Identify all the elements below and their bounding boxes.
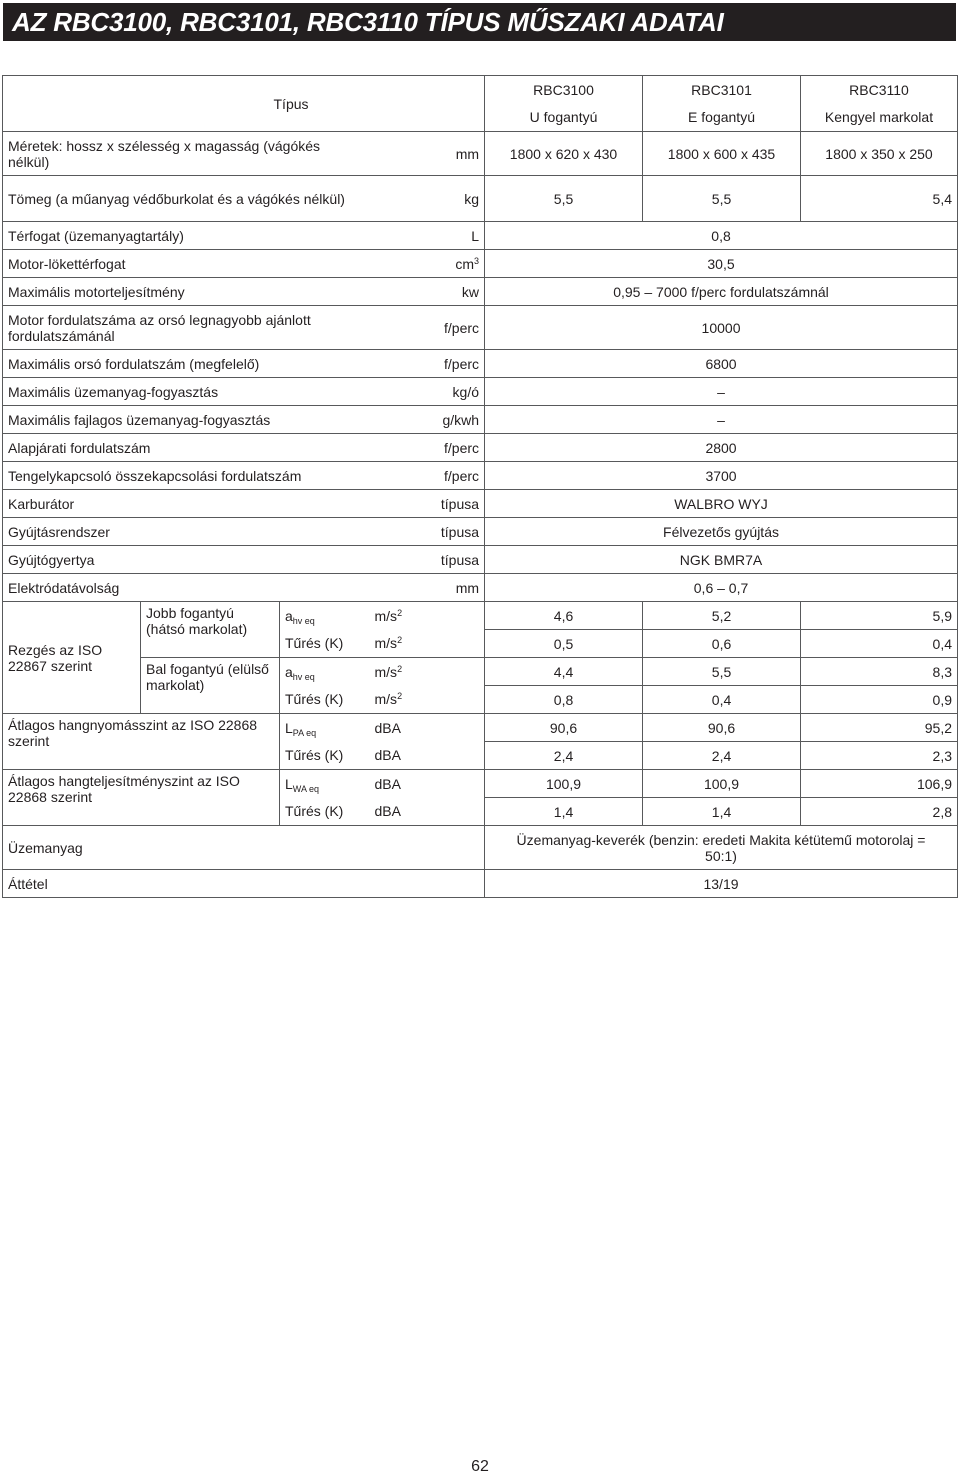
vib-right-symbol [280,602,370,630]
vib-left-symbol-sub: hv eq [292,671,315,682]
sound-power-tol-label: Tűrés (K) [280,798,370,826]
vib-left-tol-unit-sup: 2 [397,691,403,702]
max-spindle-unit: f/perc [370,350,485,378]
plug-label: Gyújtógyertya [3,546,370,574]
mass-value-2: 5,5 [643,176,801,222]
fuel-cons-unit: kg/ó [370,378,485,406]
carb-label: Karburátor [3,490,370,518]
disp-unit-base: cm [455,255,474,272]
vib-left-tol-2: 0,4 [643,686,801,714]
ignition-value: Félvezetős gyújtás [485,518,958,546]
handle-2: E fogantyú [643,104,801,132]
row-displacement [3,250,958,278]
gear-value: 13/19 [485,870,958,898]
idle-label: Alapjárati fordulatszám [3,434,370,462]
row-sound-power [3,770,958,798]
sound-pressure-symbol [280,714,370,742]
vib-left-unit-sup: 2 [397,663,403,674]
disp-value: 30,5 [485,250,958,278]
ignition-label: Gyújtásrendszer [3,518,370,546]
tank-value: 0,8 [485,222,958,250]
row-spark-plug [3,546,958,574]
idle-value: 2800 [485,434,958,462]
row-max-spindle [3,350,958,378]
plug-unit: típusa [370,546,485,574]
row-fuel-consumption [3,378,958,406]
vib-left-tol-1: 0,8 [485,686,643,714]
ignition-unit: típusa [370,518,485,546]
sound-power-tol-unit: dBA [370,798,485,826]
vib-right-unit [370,602,485,630]
sound-power-value-1: 100,9 [485,770,643,798]
vib-left-tol-unit-base: m/s [374,691,398,708]
handle-3: Kengyel markolat [801,104,958,132]
fuel-cons-label: Maximális üzemanyag-fogyasztás [3,378,370,406]
row-vib-left [3,658,958,686]
spec-fuel-unit: g/kwh [370,406,485,434]
rec-speed-label: Motor fordulatszáma az orsó legnagyobb ajánlott fordulatszámánál [3,306,370,350]
power-label: Maximális motorteljesítmény [3,278,370,306]
vib-right-tol-1: 0,5 [485,630,643,658]
sound-power-symbol-sub: WA eq [292,783,319,794]
rec-speed-value: 10000 [485,306,958,350]
vib-left-value-1: 4,4 [485,658,643,686]
max-spindle-value: 6800 [485,350,958,378]
sound-pressure-tol-label: Tűrés (K) [280,742,370,770]
rec-speed-unit: f/perc [370,306,485,350]
sound-power-symbol-main: L [285,775,293,792]
row-recommended-speed [3,306,958,350]
gear-label: Áttétel [3,870,485,898]
sound-power-unit: dBA [370,770,485,798]
mass-label: Tömeg (a műanyag védőburkolat és a vágókés nélkül) [3,176,370,222]
mass-value-3: 5,4 [801,176,958,222]
vib-right-symbol-main: a [285,607,293,624]
dims-value-3: 1800 x 350 x 250 [801,132,958,176]
page-title: AZ RBC3100, RBC3101, RBC3110 TÍPUS MŰSZAKI ADATAI [3,3,956,41]
vib-left-unit [370,658,485,686]
power-unit: kw [370,278,485,306]
disp-unit-sup: 3 [474,255,480,266]
row-carburetor [3,490,958,518]
row-electrode-gap [3,574,958,602]
vib-left-tol-unit [370,686,485,714]
gap-value: 0,6 – 0,7 [485,574,958,602]
sound-pressure-tol-1: 2,4 [485,742,643,770]
dims-label: Méretek: hossz x szélesség x magasság (vágókés nélkül) [3,132,370,176]
sound-power-tol-3: 2,8 [801,798,958,826]
tank-label: Térfogat (üzemanyagtartály) [3,222,370,250]
dims-value-2: 1800 x 600 x 435 [643,132,801,176]
handle-1: U fogantyú [485,104,643,132]
spec-fuel-label: Maximális fajlagos üzemanyag-fogyasztás [3,406,370,434]
sound-pressure-symbol-main: L [285,719,293,736]
fuel-value: Üzemanyag-keverék (benzin: eredeti Makita kétütemű motorolaj = 50:1) [485,826,958,870]
power-value: 0,95 – 7000 f/perc fordulatszámnál [485,278,958,306]
model-2: RBC3101 [643,76,801,104]
dims-value-1: 1800 x 620 x 430 [485,132,643,176]
vib-right-tol-unit-base: m/s [374,635,398,652]
vib-right-tol-2: 0,6 [643,630,801,658]
clutch-value: 3700 [485,462,958,490]
sound-pressure-label: Átlagos hangnyomásszint az ISO 22868 szerint [3,714,280,770]
vib-left-tol-label: Tűrés (K) [280,686,370,714]
row-power [3,278,958,306]
row-clutch [3,462,958,490]
sound-pressure-tol-2: 2,4 [643,742,801,770]
carb-unit: típusa [370,490,485,518]
gap-label: Elektródatávolság [3,574,370,602]
carb-value: WALBRO WYJ [485,490,958,518]
tank-unit: L [370,222,485,250]
sound-power-tol-2: 1,4 [643,798,801,826]
vib-right-tol-unit [370,630,485,658]
type-label: Típus [3,76,485,132]
disp-label: Motor-lökettérfogat [3,250,370,278]
vibration-label: Rezgés az ISO 22867 szerint [3,602,141,714]
vib-right-value-3: 5,9 [801,602,958,630]
sound-power-symbol [280,770,370,798]
vib-right-tol-unit-sup: 2 [397,635,403,646]
vib-right-tol-label: Tűrés (K) [280,630,370,658]
vib-left-symbol-main: a [285,663,293,680]
fuel-cons-value: – [485,378,958,406]
vib-right-tol-3: 0,4 [801,630,958,658]
sound-pressure-value-1: 90,6 [485,714,643,742]
vib-left-handle-label: Bal fogantyú (elülső markolat) [141,658,280,714]
sound-pressure-value-3: 95,2 [801,714,958,742]
sound-power-tol-1: 1,4 [485,798,643,826]
sound-power-label: Átlagos hangteljesítményszint az ISO 22868 szerint [3,770,280,826]
mass-value-1: 5,5 [485,176,643,222]
row-ignition [3,518,958,546]
vib-left-unit-base: m/s [374,663,398,680]
header-row-models [3,76,958,104]
fuel-label: Üzemanyag [3,826,485,870]
sound-power-value-3: 106,9 [801,770,958,798]
row-mass [3,176,958,222]
clutch-label: Tengelykapcsoló összekapcsolási fordulatszám [3,462,370,490]
sound-pressure-value-2: 90,6 [643,714,801,742]
max-spindle-label: Maximális orsó fordulatszám (megfelelő) [3,350,370,378]
mass-unit: kg [370,176,485,222]
sound-power-value-2: 100,9 [643,770,801,798]
idle-unit: f/perc [370,434,485,462]
vib-right-value-1: 4,6 [485,602,643,630]
row-tank [3,222,958,250]
page-number: 62 [471,1458,489,1475]
vib-right-unit-sup: 2 [397,607,403,618]
row-gear-ratio [3,870,958,898]
vib-right-handle-label: Jobb fogantyú (hátsó markolat) [141,602,280,658]
model-3: RBC3110 [801,76,958,104]
vib-left-symbol [280,658,370,686]
row-vib-right [3,602,958,630]
gap-unit: mm [370,574,485,602]
spec-fuel-value: – [485,406,958,434]
spec-table [2,75,958,898]
row-dimensions [3,132,958,176]
model-1: RBC3100 [485,76,643,104]
row-fuel [3,826,958,870]
vib-left-value-3: 8,3 [801,658,958,686]
row-specific-fuel [3,406,958,434]
sound-pressure-tol-unit: dBA [370,742,485,770]
sound-pressure-tol-3: 2,3 [801,742,958,770]
disp-unit [370,250,485,278]
row-sound-pressure [3,714,958,742]
dims-unit: mm [370,132,485,176]
sound-pressure-unit: dBA [370,714,485,742]
vib-right-symbol-sub: hv eq [292,615,315,626]
row-idle [3,434,958,462]
vib-right-value-2: 5,2 [643,602,801,630]
clutch-unit: f/perc [370,462,485,490]
plug-value: NGK BMR7A [485,546,958,574]
vib-left-tol-3: 0,9 [801,686,958,714]
sound-pressure-symbol-sub: PA eq [292,727,317,738]
vib-left-value-2: 5,5 [643,658,801,686]
vib-right-unit-base: m/s [374,607,398,624]
